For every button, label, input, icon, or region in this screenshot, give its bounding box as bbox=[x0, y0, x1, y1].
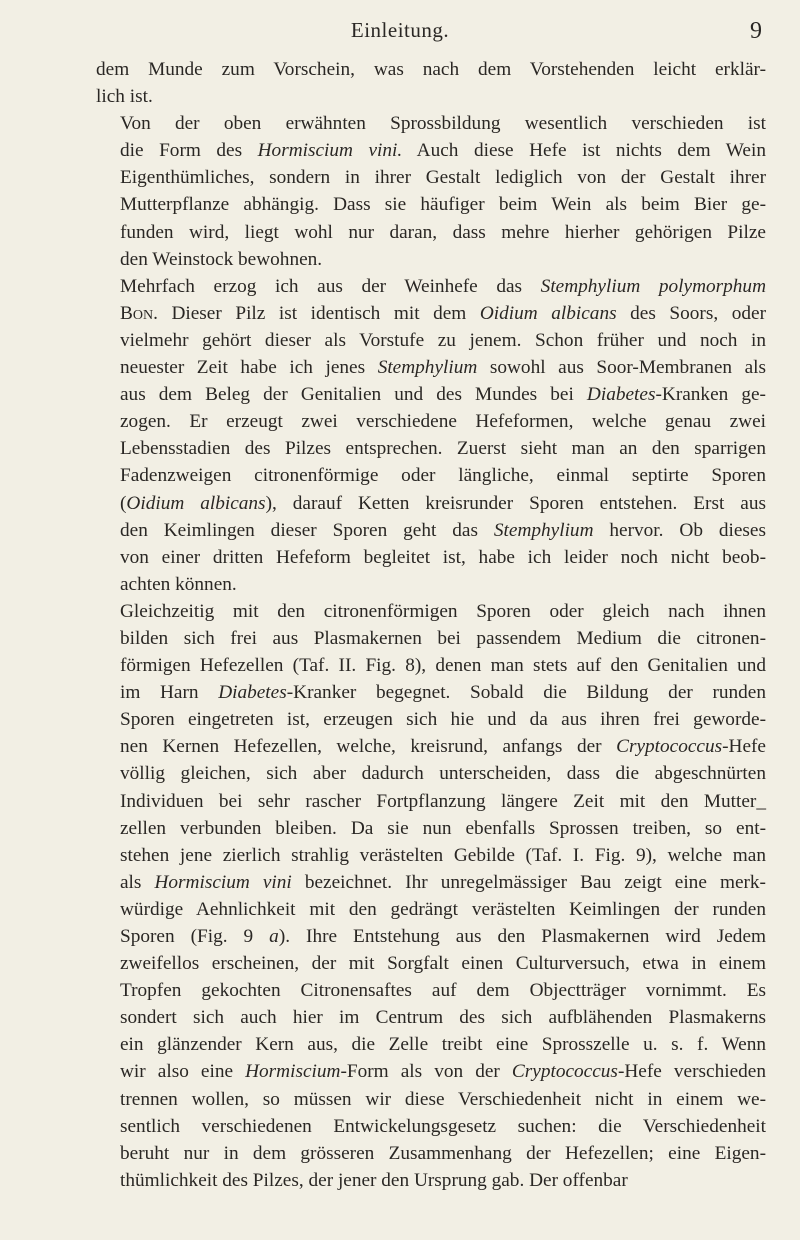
text-line bbox=[96, 164, 766, 191]
running-head bbox=[0, 18, 800, 44]
text-line bbox=[96, 300, 766, 327]
text-line bbox=[96, 652, 766, 679]
paragraph bbox=[96, 56, 766, 110]
text-line bbox=[96, 191, 766, 218]
text-line bbox=[96, 273, 766, 300]
text-run: Sporen (Fig. 9 bbox=[120, 926, 270, 947]
body-text bbox=[96, 56, 766, 1194]
text-run: ), darauf Ketten kreisrunder Sporen entstehen. Erst aus bbox=[265, 492, 766, 514]
text-run: ( bbox=[120, 492, 127, 514]
italic-term: Hormiscium vini bbox=[154, 871, 292, 893]
italic-term: Diabetes bbox=[218, 682, 287, 704]
text-run: funden wird, liegt wohl nur daran, dass mehre hierher gehörigen Pilze bbox=[120, 221, 766, 243]
text-line bbox=[96, 733, 766, 760]
text-line bbox=[96, 923, 766, 950]
text-line bbox=[96, 842, 766, 869]
italic-term: Hormiscium bbox=[245, 1061, 341, 1083]
text-line bbox=[96, 1167, 766, 1194]
text-line bbox=[96, 490, 766, 517]
text-run: würdige Aehnlichkeit mit den gedrängt verästelten Keimlingen der runden bbox=[120, 898, 766, 920]
text-run: Mehrfach erzog ich aus der Weinhefe das bbox=[120, 275, 541, 297]
text-run: Eigenthümliches, sondern in ihrer Gestalt lediglich von der Gestalt ihrer bbox=[120, 167, 766, 189]
text-line bbox=[96, 706, 766, 733]
text-line bbox=[96, 462, 766, 489]
text-run: Individuen bei sehr rascher Fortpflanzung längere Zeit mit den Mutter_ bbox=[120, 790, 766, 812]
paragraph bbox=[96, 598, 766, 1194]
text-line bbox=[96, 950, 766, 977]
text-run: ). Ihre Entstehung aus den Plasmakernen wird Jedem bbox=[278, 926, 767, 947]
text-line bbox=[96, 977, 766, 1004]
text-run: Tropfen gekochten Citronensaftes auf dem Objectträger vornimmt. Es bbox=[120, 980, 766, 1002]
page-number: 9 bbox=[750, 18, 762, 44]
text-run: völlig gleichen, sich aber dadurch unterscheiden, dass die abgeschnürten bbox=[120, 763, 766, 785]
italic-term: a bbox=[269, 926, 279, 947]
text-run: . Dieser Pilz ist identisch mit dem bbox=[153, 302, 480, 324]
text-run: vielmehr gehört dieser als Vorstufe zu jenem. Schon früher und noch in bbox=[120, 329, 766, 351]
text-run: den Keimlingen dieser Sporen geht das bbox=[120, 519, 494, 541]
text-line bbox=[96, 408, 766, 435]
text-line bbox=[96, 869, 766, 896]
text-line bbox=[96, 815, 766, 842]
text-run: lich ist. bbox=[96, 86, 153, 108]
text-run: achten können. bbox=[120, 573, 237, 595]
text-line bbox=[96, 517, 766, 544]
text-run: sowohl aus Soor-Membranen als bbox=[477, 357, 766, 379]
text-line bbox=[96, 1086, 766, 1113]
text-run: nen Kernen Hefezellen, welche, kreisrund, anfangs der bbox=[120, 736, 617, 758]
text-run: Von der oben erwähnten Sprossbildung wesentlich verschieden ist bbox=[120, 113, 766, 135]
text-run: aus dem Beleg der Genitalien und des Mundes bei bbox=[120, 384, 587, 406]
text-run: den Weinstock bewohnen. bbox=[120, 248, 323, 270]
text-run: ein glänzender Kern aus, die Zelle treibt eine Sprosszelle u. s. f. Wenn bbox=[120, 1034, 766, 1056]
text-run: -Hefe verschieden bbox=[617, 1061, 766, 1083]
text-run: sondert sich auch hier im Centrum des sich aufblähenden Plasmakerns bbox=[120, 1007, 766, 1029]
italic-term: Oidium albicans bbox=[126, 492, 266, 514]
italic-term: Oidium albicans bbox=[479, 302, 617, 324]
text-line bbox=[96, 896, 766, 923]
text-line bbox=[96, 327, 766, 354]
text-line bbox=[96, 110, 766, 137]
text-line bbox=[96, 435, 766, 462]
text-run: neuester Zeit habe ich jenes bbox=[120, 357, 378, 379]
text-line bbox=[96, 1058, 766, 1085]
text-run: trennen wollen, so müssen wir diese Verschiedenheit nicht in einem we- bbox=[120, 1088, 766, 1110]
text-line bbox=[96, 1113, 766, 1140]
italic-term: Hormiscium vini. bbox=[257, 140, 403, 162]
text-run: -Kranker begegnet. Sobald die Bildung der runden bbox=[286, 682, 766, 704]
text-run: dem Munde zum Vorschein, was nach dem Vorstehenden leicht erklär- bbox=[96, 59, 766, 80]
text-run: stehen jene zierlich strahlig verästelten Gebilde (Taf. I. Fig. 9), welche man bbox=[120, 844, 766, 866]
text-run: im Harn bbox=[120, 682, 219, 704]
small-caps-text: Bon bbox=[120, 302, 154, 324]
italic-term: Diabetes bbox=[586, 384, 656, 406]
text-run: zellen verbunden bleiben. Da sie nun ebenfalls Sprossen treiben, so ent- bbox=[120, 817, 766, 839]
text-run: hervor. Ob dieses bbox=[593, 519, 766, 541]
text-run: Gleichzeitig mit den citronenförmigen Sporen oder gleich nach ihnen bbox=[120, 600, 766, 622]
text-run: Lebensstadien des Pilzes entsprechen. Zuerst sieht man an den sparrigen bbox=[120, 438, 766, 460]
text-line bbox=[96, 544, 766, 571]
text-run: -Kranken ge- bbox=[655, 384, 766, 406]
text-line bbox=[96, 1140, 766, 1167]
text-line bbox=[96, 137, 766, 164]
text-line bbox=[96, 219, 766, 246]
text-run: sentlich verschiedenen Entwickelungsgesetz suchen: die Verschiedenheit bbox=[120, 1115, 766, 1137]
italic-term: Cryptococcus bbox=[616, 736, 723, 758]
text-run: zweifellos erscheinen, der mit Sorgfalt einen Culturversuch, etwa in einem bbox=[120, 953, 766, 975]
text-run: -Hefe bbox=[722, 736, 766, 758]
italic-term: Stemphylium bbox=[377, 357, 478, 379]
text-line bbox=[96, 1031, 766, 1058]
text-run: zogen. Er erzeugt zwei verschiedene Hefeformen, welche genau zwei bbox=[120, 411, 766, 433]
italic-term: Stemphylium polymorphum bbox=[540, 275, 766, 297]
paragraph bbox=[96, 273, 766, 598]
text-run: wir also eine bbox=[120, 1061, 246, 1083]
text-run: bilden sich frei aus Plasmakernen bei passendem Medium die citronen- bbox=[120, 627, 766, 649]
text-run: Mutterpflanze abhängig. Dass sie häufiger beim Wein als beim Bier ge- bbox=[120, 194, 766, 216]
text-run: Sporen eingetreten ist, erzeugen sich hie und da aus ihren frei geworde- bbox=[120, 709, 766, 731]
paragraph bbox=[96, 110, 766, 273]
text-run: -Form als von der bbox=[340, 1061, 512, 1083]
text-line bbox=[96, 246, 766, 273]
text-run: Fadenzweigen citronenförmige oder längliche, einmal septirte Sporen bbox=[120, 465, 766, 487]
text-line bbox=[96, 571, 766, 598]
chapter-title: Einleitung. bbox=[350, 18, 450, 42]
text-run: thümlichkeit des Pilzes, der jener den Ursprung gab. Der offenbar bbox=[120, 1169, 628, 1191]
text-line bbox=[96, 1004, 766, 1031]
text-line bbox=[96, 760, 766, 787]
text-line bbox=[96, 788, 766, 815]
text-line bbox=[96, 56, 766, 83]
text-line bbox=[96, 354, 766, 381]
text-line bbox=[96, 625, 766, 652]
text-line bbox=[96, 381, 766, 408]
text-line bbox=[96, 679, 766, 706]
text-run: als bbox=[120, 871, 155, 893]
italic-term: Cryptococcus bbox=[511, 1061, 618, 1083]
text-run: des Soors, oder bbox=[616, 302, 766, 324]
text-run: förmigen Hefezellen (Taf. II. Fig. 8), denen man stets auf den Genitalien und bbox=[120, 655, 766, 677]
text-run: die Form des bbox=[120, 140, 258, 162]
text-line bbox=[96, 598, 766, 625]
text-run: beruht nur in dem grösseren Zusammenhang der Hefezellen; eine Eigen- bbox=[120, 1142, 766, 1164]
text-run: bezeichnet. Ihr unregelmässiger Bau zeigt eine merk- bbox=[291, 871, 766, 893]
text-run: von einer dritten Hefeform begleitet ist, habe ich leider noch nicht beob- bbox=[120, 546, 766, 568]
italic-term: Stemphylium bbox=[493, 519, 594, 541]
text-line bbox=[96, 83, 766, 110]
text-run: Auch diese Hefe ist nichts dem Wein bbox=[402, 140, 766, 162]
